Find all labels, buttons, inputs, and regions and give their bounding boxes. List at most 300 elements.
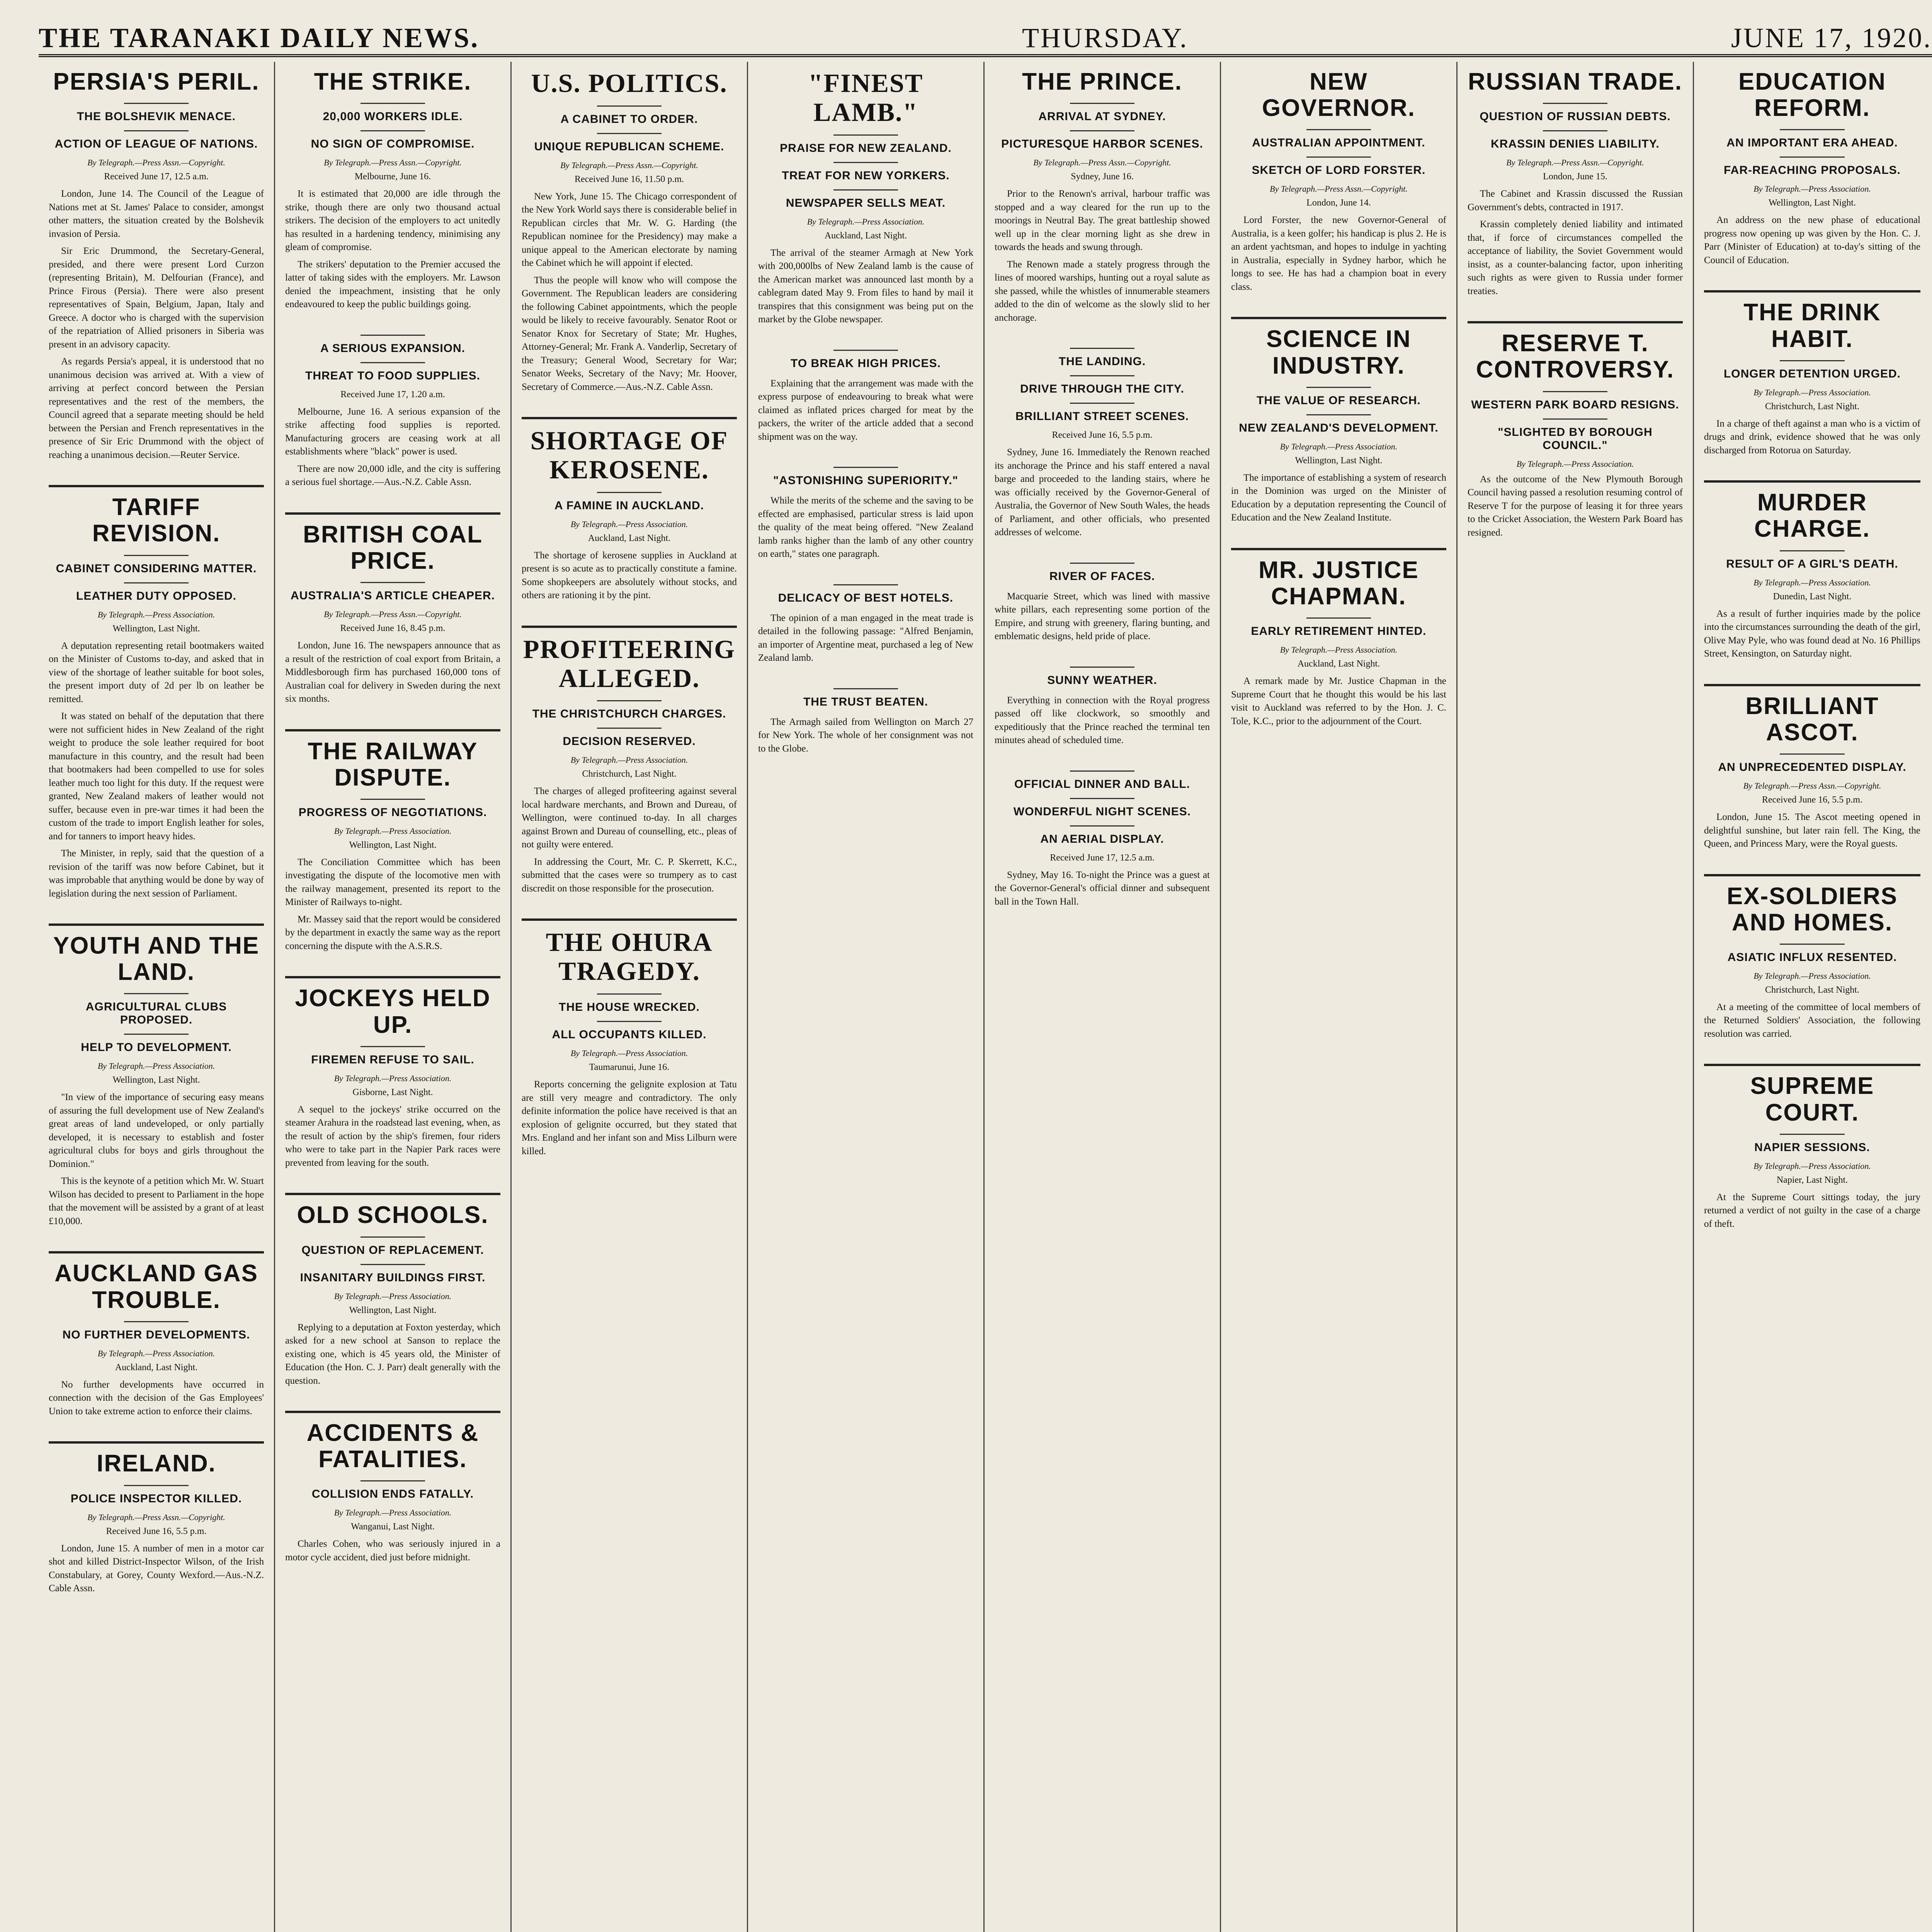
subhead-rule bbox=[124, 1321, 189, 1322]
subhead-rule bbox=[1780, 360, 1845, 361]
subhead-rule bbox=[597, 728, 662, 729]
subhead-rule bbox=[1070, 130, 1134, 131]
dateline: Received June 17, 12.5 a.m. bbox=[1050, 852, 1155, 863]
section-divider bbox=[1704, 1064, 1920, 1066]
article-headline: THE DRINK HABIT. bbox=[1743, 299, 1881, 352]
article-subheading: RESULT OF A GIRL'S DEATH. bbox=[1726, 557, 1898, 570]
article-paragraph: Reports concerning the gelignite explosion at Tatu are still very meagre and contradictory. The only definite information the police have received is that an explosion of gelignite occurred, but they stated that Mrs. England and her infant son and Miss Lilburn were killed. bbox=[522, 1079, 737, 1156]
article bbox=[522, 69, 737, 394]
article-subheading: AN IMPORTANT ERA AHEAD. bbox=[1726, 136, 1898, 150]
subhead-rule bbox=[833, 350, 898, 351]
article bbox=[1704, 69, 1920, 267]
subhead-rule bbox=[361, 582, 425, 583]
article bbox=[1704, 1064, 1920, 1231]
article-subheading: A SERIOUS EXPANSION. bbox=[320, 342, 466, 355]
article bbox=[995, 667, 1210, 747]
article-paragraph: Sir Eric Drummond, the Secretary-General, presided, and there were present Lord Curzon (representing Britain), M. Delfourian (France), and Prince Firous (Persia). There were also present representatives of Spain, Belgium, Japan, Italy and Greece. A doctor who is charged with the supervision of the repatriation of Allied prisoners in Siberia was present in an advisory capacity. bbox=[49, 246, 264, 350]
article-subheading: COLLISION ENDS FATALLY. bbox=[311, 1488, 474, 1501]
subhead-rule bbox=[597, 105, 662, 107]
article-subheading: AN AERIAL DISPLAY. bbox=[1040, 832, 1164, 845]
masthead-date: JUNE 17, 1920. bbox=[1731, 22, 1932, 53]
dateline: Christchurch, Last Night. bbox=[1765, 401, 1859, 412]
subhead-rule bbox=[361, 1236, 425, 1238]
article-paragraph: The opinion of a man engaged in the meat trade is detailed in the following passage: "Alfred Benjamin, an importer of Argentine meat, purchased a leg of New Zealand lamb. bbox=[758, 612, 973, 663]
article-subheading: LEATHER DUTY OPPOSED. bbox=[76, 589, 236, 602]
article-paragraph: The Renown made a stately progress through the lines of moored warships, hunting out a royal salute as she passed, while the whistles of innumerable steamers added to the din of welcome as the slowly slid to her anchorage. bbox=[995, 259, 1210, 323]
subhead-rule bbox=[1306, 387, 1371, 388]
byline: By Telegraph.—Press Association. bbox=[334, 826, 452, 836]
subhead-rule bbox=[124, 555, 189, 556]
article-paragraph: The importance of establishing a system of research in the Dominion was urged on the Minister of Education by a deputation representing the Council of Education and the New Zealand Institute. bbox=[1231, 472, 1446, 523]
byline: By Telegraph.—Press Association. bbox=[1753, 184, 1871, 194]
section-divider bbox=[522, 918, 737, 921]
article-subheading: ALL OCCUPANTS KILLED. bbox=[552, 1028, 707, 1041]
columns bbox=[39, 62, 1932, 1932]
byline: By Telegraph.—Press Association. bbox=[1753, 577, 1871, 587]
subhead-rule bbox=[833, 467, 898, 468]
dateline: Auckland, Last Night. bbox=[115, 1362, 198, 1372]
article-headline: AUCKLAND GAS TROUBLE. bbox=[54, 1260, 258, 1313]
article bbox=[285, 976, 500, 1170]
subhead-rule bbox=[833, 584, 898, 585]
byline: By Telegraph.—Press Assn.—Copyright. bbox=[1033, 158, 1171, 168]
article-paragraph: There are now 20,000 idle, and the city is suffering a serious fuel shortage.—Aus.-N.Z. Cable Assn. bbox=[285, 463, 500, 488]
article-paragraph: Lord Forster, the new Governor-General of Australia, is a keen golfer; his handicap is plus 2. He is an ardent yachtsman, and hopes to indulge in yachting in Australia, especially in Sydney harbor, which he longs to see. He has had a champion boat in every class. bbox=[1231, 215, 1446, 292]
article-headline: OLD SCHOOLS. bbox=[297, 1202, 489, 1229]
article-headline: THE PRINCE. bbox=[1022, 68, 1182, 95]
subhead-rule bbox=[1306, 414, 1371, 415]
section-divider bbox=[522, 626, 737, 628]
article-paragraph: London, June 15. A number of men in a motor car shot and killed District-Inspector Wilson, of the Irish Constabulary, at Gorey, County Wexford.—Aus.-N.Z. Cable Assn. bbox=[49, 1543, 264, 1594]
article-paragraph: The charges of alleged profiteering against several local hardware merchants, and Brown and Dureau, of Wellington, were continued to-day. In all charges against Brown and Dureau of counselling, etc., pleas of not guilty were entered. bbox=[522, 786, 737, 850]
section-divider bbox=[1231, 317, 1446, 319]
subhead-rule bbox=[1780, 944, 1845, 945]
article bbox=[995, 69, 1210, 325]
byline: By Telegraph.—Press Assn.—Copyright. bbox=[1506, 158, 1644, 168]
article-subheading: "SLIGHTED BY BOROUGH COUNCIL." bbox=[1498, 425, 1653, 452]
dateline: Wellington, Last Night. bbox=[1295, 455, 1383, 466]
section-divider bbox=[1704, 480, 1920, 483]
article-headline: MURDER CHARGE. bbox=[1754, 489, 1870, 543]
dateline: Wellington, Last Night. bbox=[112, 623, 200, 634]
article-headline: BRITISH COAL PRICE. bbox=[303, 521, 483, 574]
article-paragraph: A deputation representing retail bootmakers waited on the Minister of Customs to-day, and asked that in view of the shortage of leather suitable for boot soles, the present import duty of 2d per lb on leather be remitted. bbox=[49, 640, 264, 704]
section-divider bbox=[1704, 290, 1920, 293]
article-paragraph: The Armagh sailed from Wellington on March 27 for New York. The whole of her consignment was not to the Globe. bbox=[758, 716, 973, 754]
dateline: London, June 15. bbox=[1543, 172, 1607, 182]
article-paragraph: Sydney, June 16. Immediately the Renown reached its anchorage the Prince and his staff entered a naval barge and proceeded to the landing stairs, where he was officially received by the Governor-General of Australia, the Governor of New South Wales, the heads of Parliament, and other officials, who presented addresses of welcome. bbox=[995, 447, 1210, 538]
subhead-rule bbox=[597, 993, 662, 995]
article-headline: MR. JUSTICE CHAPMAN. bbox=[1259, 556, 1419, 610]
byline: By Telegraph.—Press Association. bbox=[334, 1508, 452, 1518]
article-paragraph: Mr. Massey said that the report would be considered by the department in exactly the same way as the report concerning the dispute with the A.S.R.S. bbox=[285, 914, 500, 951]
article bbox=[49, 69, 264, 462]
byline: By Telegraph.—Press Association. bbox=[334, 1073, 452, 1083]
article bbox=[758, 69, 973, 327]
dateline: Received June 16, 5.5 p.m. bbox=[106, 1526, 207, 1536]
article-subheading: PICTURESQUE HARBOR SCENES. bbox=[1001, 138, 1203, 151]
section-divider bbox=[522, 417, 737, 419]
article-headline: "FINEST LAMB." bbox=[808, 68, 923, 127]
article-headline: SHORTAGE OF KEROSENE. bbox=[530, 426, 728, 485]
article-subheading: UNIQUE REPUBLICAN SCHEME. bbox=[534, 140, 724, 153]
article bbox=[1231, 317, 1446, 524]
article bbox=[49, 1251, 264, 1418]
article-subheading: NEW ZEALAND'S DEVELOPMENT. bbox=[1239, 421, 1439, 434]
subhead-rule bbox=[1070, 798, 1134, 799]
article bbox=[522, 417, 737, 602]
article bbox=[1468, 321, 1683, 539]
article-subheading: SKETCH OF LORD FORSTER. bbox=[1252, 164, 1426, 177]
article-paragraph: The strikers' deputation to the Premier accused the latter of taking sides with the employers. Mr. Lawson denied the impeachment, insisting that he only endeavoured to keep the public buildings going. bbox=[285, 259, 500, 310]
article-subheading: QUESTION OF REPLACEMENT. bbox=[301, 1243, 484, 1257]
column-3 bbox=[512, 62, 748, 1932]
article-paragraph: "In view of the importance of securing easy means of assuring the full development use of New Zealand's great areas of land undeveloped, or only partially developed, it is necessary to establish and foster agricultural clubs for boys and girls throughout the Dominion." bbox=[49, 1092, 264, 1169]
masthead-day: THURSDAY. bbox=[1022, 22, 1189, 53]
article bbox=[1704, 290, 1920, 457]
article-subheading: NAPIER SESSIONS. bbox=[1754, 1141, 1870, 1154]
article-subheading: THE TRUST BEATEN. bbox=[803, 695, 929, 708]
dateline: Napier, Last Night. bbox=[1776, 1175, 1848, 1185]
subhead-rule bbox=[124, 130, 189, 131]
article-subheading: THREAT TO FOOD SUPPLIES. bbox=[305, 369, 480, 382]
article-headline: SUPREME COURT. bbox=[1750, 1073, 1874, 1126]
article-headline: NEW GOVERNOR. bbox=[1262, 68, 1415, 122]
dateline: Received June 16, 11.50 p.m. bbox=[574, 174, 684, 184]
article-subheading: KRASSIN DENIES LIABILITY. bbox=[1491, 138, 1660, 151]
article bbox=[995, 348, 1210, 539]
subhead-rule bbox=[1780, 156, 1845, 158]
article-paragraph: The Conciliation Committee which has been investigating the dispute of the locomotive men with the railway management, presented its report to the Minister of Railways to-night. bbox=[285, 857, 500, 908]
article-paragraph: As the outcome of the New Plymouth Borough Council having passed a resolution resuming control of Reserve T for the purpose of leasing it for three years to the Cricket Association, the Western Park Board has resigned. bbox=[1468, 474, 1683, 538]
article bbox=[1231, 69, 1446, 294]
column-5 bbox=[985, 62, 1221, 1932]
dateline: Auckland, Last Night. bbox=[1297, 659, 1380, 669]
article bbox=[995, 563, 1210, 643]
dateline: Wellington, Last Night. bbox=[1768, 198, 1856, 208]
dateline: Christchurch, Last Night. bbox=[1765, 985, 1859, 995]
article-subheading: THE LANDING. bbox=[1058, 355, 1146, 368]
article-subheading: PRAISE FOR NEW ZEALAND. bbox=[780, 141, 952, 155]
article-paragraph: As regards Persia's appeal, it is understood that no unanimous decision was arrived at. With a view of arriving at perfect concord between the Persian representatives and the rest of the members, the Council agreed that a separate meeting should be held between the Persian and French representatives in the presence of Sir Eric Drummond with the object of reaching a unanimous decision.—Reuter Service. bbox=[49, 356, 264, 460]
dateline: Melbourne, June 16. bbox=[354, 172, 431, 182]
dateline: Received June 17, 1.20 a.m. bbox=[340, 389, 445, 400]
article bbox=[1704, 480, 1920, 660]
subhead-rule bbox=[124, 103, 189, 104]
subhead-rule bbox=[1306, 156, 1371, 158]
subhead-rule bbox=[1306, 617, 1371, 619]
section-divider bbox=[1704, 874, 1920, 876]
article bbox=[49, 485, 264, 900]
byline: By Telegraph.—Press Association. bbox=[1753, 387, 1871, 397]
article-paragraph: In addressing the Court, Mr. C. P. Skerrett, K.C., submitted that the cases were so trumpery as to cast discredit on those responsible for the prosecution. bbox=[522, 856, 737, 894]
article-paragraph: Macquarie Street, which was lined with massive white pillars, each representing some portion of the Empire, and strung with greenery, flaring bunting, and emblematic designs, held pride of place. bbox=[995, 591, 1210, 642]
subhead-rule bbox=[1070, 667, 1134, 668]
subhead-rule bbox=[833, 134, 898, 136]
article-paragraph: At a meeting of the committee of local members of the Returned Soldiers' Association, the following resolution was carried. bbox=[1704, 1002, 1920, 1039]
section-divider bbox=[285, 976, 500, 978]
byline: By Telegraph.—Press Association. bbox=[1516, 459, 1634, 469]
dateline: Auckland, Last Night. bbox=[588, 533, 671, 543]
article-paragraph: The shortage of kerosene supplies in Auckland at present is so acute as to practically constitute a famine. Some shopkeepers are absolutely without stocks, and others are rationing it by the pint. bbox=[522, 550, 737, 601]
dateline: Wellington, Last Night. bbox=[112, 1075, 200, 1085]
section-divider bbox=[1468, 321, 1683, 323]
dateline: Received June 16, 8.45 p.m. bbox=[340, 623, 446, 634]
section-divider bbox=[49, 1441, 264, 1444]
masthead bbox=[39, 12, 1932, 57]
byline: By Telegraph.—Press Association. bbox=[807, 216, 925, 226]
article-subheading: THE BOLSHEVIK MENACE. bbox=[77, 110, 236, 123]
article-paragraph: London, June 14. The Council of the League of Nations met at St. James' Palace to consider, amongst other matters, the situation created by the Bolshevik invasion of Persia. bbox=[49, 189, 264, 239]
article-subheading: ACTION OF LEAGUE OF NATIONS. bbox=[54, 138, 258, 151]
subhead-rule bbox=[1543, 391, 1607, 392]
column-7 bbox=[1458, 62, 1694, 1932]
article bbox=[49, 1441, 264, 1595]
dateline: Received June 16, 5.5 p.m. bbox=[1762, 795, 1862, 805]
article-subheading: FIREMEN REFUSE TO SAIL. bbox=[311, 1053, 474, 1066]
column-8 bbox=[1694, 62, 1930, 1932]
article-subheading: SUNNY WEATHER. bbox=[1047, 673, 1157, 687]
article-headline: PERSIA'S PERIL. bbox=[53, 68, 260, 95]
byline: By Telegraph.—Press Association. bbox=[1280, 645, 1398, 655]
article-headline: PROFITEERING ALLEGED. bbox=[523, 634, 736, 693]
article bbox=[285, 69, 500, 311]
article-paragraph: London, June 15. The Ascot meeting opened in delightful sunshine, but later rain fell. The King, the Queen, and Princess Mary, were the Royal guests. bbox=[1704, 812, 1920, 849]
article-subheading: WESTERN PARK BOARD RESIGNS. bbox=[1471, 398, 1679, 411]
subhead-rule bbox=[1543, 103, 1607, 104]
article-paragraph: It was stated on behalf of the deputation that there were not sufficient hides in New Zealand of the right weight to produce the sole leather required for boot manufacture in this country, and the result had been that bootmakers had been compelled to use for soles leather much too light for this duty. If the request were granted, New Zealand makers of leather would not suffer, because even in pre-war times it had been the custom of the trade to import English leather for soles, and for tanners to import heavy hides. bbox=[49, 711, 264, 842]
article bbox=[1231, 548, 1446, 728]
article-subheading: TO BREAK HIGH PRICES. bbox=[791, 357, 941, 370]
article-paragraph: Sydney, May 16. To-night the Prince was a guest at the Governor-General's official dinner and subsequent ball in the Town Hall. bbox=[995, 869, 1210, 907]
column-6 bbox=[1221, 62, 1458, 1932]
subhead-rule bbox=[361, 1264, 425, 1265]
article-headline: JOCKEYS HELD UP. bbox=[295, 985, 491, 1038]
article bbox=[758, 350, 973, 444]
subhead-rule bbox=[1543, 130, 1607, 131]
article-paragraph: The arrival of the steamer Armagh at New York with 200,000lbs of New Zealand lamb is the cause of the American market was announced last month by a cablegram dated May 9. From files to hand by mail it transpires that this consignment was being put on the market by the Globe newspaper. bbox=[758, 247, 973, 325]
article-subheading: CABINET CONSIDERING MATTER. bbox=[56, 562, 257, 575]
column-1 bbox=[39, 62, 275, 1932]
article-paragraph: Thus the people will know who will compose the Government. The Republican leaders are considering the following Cabinet appointments, which the people would be likely to receive favourably. Senator Root or Senator Knox for Secretary of State; Mr. Hughes, Attorney-General; Mr. Frank A. Vanderlip, Secretary of the Treasury; General Wood, Secretary for War; Senator Weeks, Secretary of the Navy; Mr. Hoover, Secretary of Commerce.—Aus.-N.Z. Cable Assn. bbox=[522, 275, 737, 392]
subhead-rule bbox=[124, 1485, 189, 1486]
article-subheading: QUESTION OF RUSSIAN DEBTS. bbox=[1480, 110, 1671, 123]
section-divider bbox=[49, 1251, 264, 1253]
byline: By Telegraph.—Press Association. bbox=[97, 1061, 215, 1071]
article bbox=[758, 688, 973, 756]
dateline: Received June 17, 12.5 a.m. bbox=[104, 172, 209, 182]
byline: By Telegraph.—Press Association. bbox=[334, 1291, 452, 1301]
article-subheading: AN UNPRECEDENTED DISPLAY. bbox=[1718, 761, 1906, 774]
subhead-rule bbox=[1070, 770, 1134, 772]
article-subheading: NEWSPAPER SELLS MEAT. bbox=[786, 196, 946, 209]
subhead-rule bbox=[361, 362, 425, 363]
article bbox=[995, 770, 1210, 909]
article-subheading: BRILLIANT STREET SCENES. bbox=[1015, 410, 1189, 423]
article-subheading: OFFICIAL DINNER AND BALL. bbox=[1014, 777, 1190, 791]
article-subheading: RIVER OF FACES. bbox=[1049, 570, 1155, 583]
article bbox=[1704, 874, 1920, 1041]
article-headline: RUSSIAN TRADE. bbox=[1468, 68, 1683, 95]
article-paragraph: A sequel to the jockeys' strike occurred on the steamer Arahura in the roadstead last evening, when, as the result of action by the ship's firemen, four riders who were to take part in the Napier Park races were prevented from leaving for the south. bbox=[285, 1104, 500, 1168]
dateline: Wanganui, Last Night. bbox=[351, 1522, 435, 1532]
article-paragraph: London, June 16. The newspapers announce that as a result of the restriction of coal export from Britain, a Middlesborough firm has purchased 160,000 tons of Australian coal for delivery in Sweden during the next six months. bbox=[285, 640, 500, 704]
byline: By Telegraph.—Press Assn.—Copyright. bbox=[87, 158, 225, 168]
article bbox=[49, 923, 264, 1228]
byline: By Telegraph.—Press Association. bbox=[570, 1048, 688, 1058]
article bbox=[522, 918, 737, 1158]
article-paragraph: Charles Cohen, who was seriously injured in a motor cycle accident, died just before midnight. bbox=[285, 1539, 500, 1563]
article-subheading: POLICE INSPECTOR KILLED. bbox=[70, 1492, 242, 1505]
column-2 bbox=[275, 62, 512, 1932]
article bbox=[1468, 69, 1683, 298]
article bbox=[522, 626, 737, 896]
article-subheading: DELICACY OF BEST HOTELS. bbox=[778, 591, 954, 604]
section-divider bbox=[1704, 684, 1920, 686]
article-paragraph: In a charge of theft against a man who is a victim of drugs and drink, evidence showed that he was only discharged from Rotorua on Saturday. bbox=[1704, 418, 1920, 456]
article-subheading: DRIVE THROUGH THE CITY. bbox=[1020, 383, 1184, 396]
article-headline: U.S. POLITICS. bbox=[531, 68, 728, 98]
subhead-rule bbox=[361, 1046, 425, 1047]
subhead-rule bbox=[597, 492, 662, 493]
subhead-rule bbox=[1070, 563, 1134, 564]
article-subheading: ARRIVAL AT SYDNEY. bbox=[1038, 110, 1166, 123]
byline: By Telegraph.—Press Assn.—Copyright. bbox=[560, 160, 698, 170]
article-subheading: AUSTRALIAN APPOINTMENT. bbox=[1252, 136, 1425, 150]
article-subheading: THE VALUE OF RESEARCH. bbox=[1257, 394, 1421, 407]
dateline: Taumarunui, June 16. bbox=[589, 1062, 670, 1073]
article-paragraph: A remark made by Mr. Justice Chapman in the Supreme Court that he thought this would be his last visit to Auckland was referred to by the Hon. J. C. Tole, K.C., prior to the adjournment of the Court. bbox=[1231, 676, 1446, 726]
subhead-rule bbox=[1070, 103, 1134, 104]
subhead-rule bbox=[124, 582, 189, 583]
masthead-title: THE TARANAKI DAILY NEWS. bbox=[39, 22, 480, 53]
subhead-rule bbox=[1780, 753, 1845, 755]
article bbox=[285, 1411, 500, 1564]
article bbox=[285, 335, 500, 489]
article-paragraph: It is estimated that 20,000 are idle through the strike, though there are only two thousand actual strikers. The decision of the employers to act unitedly has resulted in a hardening tendency, minimising any gleam of compromise. bbox=[285, 189, 500, 253]
article bbox=[758, 584, 973, 665]
article-paragraph: No further developments have occurred in connection with the decision of the Gas Employees' Union to take extreme action to enforce their claims. bbox=[49, 1379, 264, 1417]
article-paragraph: Prior to the Renown's arrival, harbour traffic was stopped and a way cleared for the run up to the moorings in Neutral Bay. The great battleship showed well up in the clear morning light as she drew in towards the heads and swung through. bbox=[995, 189, 1210, 253]
article-subheading: "ASTONISHING SUPERIORITY." bbox=[773, 474, 958, 487]
article bbox=[285, 1193, 500, 1388]
article-subheading: LONGER DETENTION URGED. bbox=[1723, 367, 1901, 380]
article-headline: IRELAND. bbox=[97, 1450, 216, 1477]
subhead-rule bbox=[361, 335, 425, 336]
subhead-rule bbox=[361, 1480, 425, 1481]
subhead-rule bbox=[124, 1034, 189, 1035]
article-subheading: PROGRESS OF NEGOTIATIONS. bbox=[298, 806, 487, 819]
subhead-rule bbox=[361, 799, 425, 800]
section-divider bbox=[285, 1193, 500, 1195]
section-divider bbox=[49, 923, 264, 926]
article bbox=[285, 512, 500, 706]
article-headline: THE RAILWAY DISPUTE. bbox=[308, 738, 478, 791]
byline: By Telegraph.—Press Assn.—Copyright. bbox=[1743, 781, 1881, 791]
section-divider bbox=[49, 485, 264, 487]
byline: By Telegraph.—Press Assn.—Copyright. bbox=[87, 1512, 225, 1522]
article-paragraph: Melbourne, June 16. A serious expansion of the strike affecting food supplies is reported. Manufacturing grocers are ceasing work at all establishments where "black" power is used. bbox=[285, 406, 500, 457]
byline: By Telegraph.—Press Association. bbox=[570, 755, 688, 765]
article-headline: SCIENCE IN INDUSTRY. bbox=[1266, 326, 1411, 379]
dateline: Sydney, June 16. bbox=[1071, 172, 1134, 182]
subhead-rule bbox=[1070, 825, 1134, 827]
article-headline: ACCIDENTS & FATALITIES. bbox=[306, 1420, 479, 1473]
subhead-rule bbox=[833, 189, 898, 190]
subhead-rule bbox=[1070, 403, 1134, 404]
article-subheading: 20,000 WORKERS IDLE. bbox=[323, 110, 463, 123]
dateline: Auckland, Last Night. bbox=[824, 230, 907, 241]
column-4 bbox=[748, 62, 985, 1932]
subhead-rule bbox=[833, 688, 898, 689]
article-paragraph: While the merits of the scheme and the saving to be effected are emphasised, particular stress is laid upon the quality of the meat being offered. "New Zealand lamb ranks higher than the lamb of any other country on earth," states one paragraph. bbox=[758, 495, 973, 560]
article-subheading: A FAMINE IN AUCKLAND. bbox=[554, 499, 704, 512]
subhead-rule bbox=[1780, 1134, 1845, 1135]
byline: By Telegraph.—Press Association. bbox=[1753, 971, 1871, 981]
article-paragraph: Replying to a deputation at Foxton yesterday, which asked for a new school at Sanson to replace the existing one, which is 45 years old, the Minister of Education (the Hon. C. J. Parr) dealt generally with the question. bbox=[285, 1322, 500, 1386]
subhead-rule bbox=[1070, 348, 1134, 349]
article-subheading: NO SIGN OF COMPROMISE. bbox=[311, 138, 475, 151]
article-subheading: DECISION RESERVED. bbox=[563, 735, 696, 748]
article-subheading: FAR-REACHING PROPOSALS. bbox=[1723, 164, 1901, 177]
byline: By Telegraph.—Press Association. bbox=[570, 519, 688, 529]
article-headline: EDUCATION REFORM. bbox=[1738, 68, 1886, 122]
article-headline: RESERVE T. CONTROVERSY. bbox=[1476, 330, 1675, 383]
subhead-rule bbox=[1543, 418, 1607, 420]
subhead-rule bbox=[597, 1021, 662, 1022]
article bbox=[758, 467, 973, 561]
article-subheading: A CABINET TO ORDER. bbox=[560, 112, 698, 126]
article-subheading: AGRICULTURAL CLUBS PROPOSED. bbox=[85, 1000, 227, 1027]
subhead-rule bbox=[597, 133, 662, 134]
article-headline: EX-SOLDIERS AND HOMES. bbox=[1726, 883, 1898, 936]
article-subheading: ASIATIC INFLUX RESENTED. bbox=[1727, 951, 1897, 964]
byline: By Telegraph.—Press Assn.—Copyright. bbox=[324, 158, 462, 168]
article-subheading: INSANITARY BUILDINGS FIRST. bbox=[300, 1271, 486, 1284]
article-subheading: THE HOUSE WRECKED. bbox=[559, 1001, 700, 1014]
article-subheading: TREAT FOR NEW YORKERS. bbox=[782, 169, 950, 182]
article-paragraph: The Minister, in reply, said that the question of a revision of the tariff was now before Cabinet, but it was improbable that anything would be done by way of legislation during the next session of Parliament. bbox=[49, 848, 264, 899]
byline: By Telegraph.—Press Assn.—Copyright. bbox=[324, 609, 462, 619]
article-paragraph: Explaining that the arrangement was made with the express purpose of endeavouring to break what were claimed as inflated prices charged for meat by the packers, the writer of the article added that a second shipment was on the way. bbox=[758, 378, 973, 442]
article-paragraph: An address on the new phase of educational progress now opening up was given by the Hon. C. J. Parr (Minister of Education) at to-day's sitting of the Council of Education. bbox=[1704, 215, 1920, 265]
subhead-rule bbox=[1306, 129, 1371, 130]
dateline: Wellington, Last Night. bbox=[349, 1305, 437, 1315]
dateline: Dunedin, Last Night. bbox=[1773, 591, 1852, 602]
article-subheading: THE CHRISTCHURCH CHARGES. bbox=[532, 707, 726, 721]
article-headline: BRILLIANT ASCOT. bbox=[1745, 692, 1879, 746]
byline: By Telegraph.—Press Association. bbox=[1753, 1161, 1871, 1171]
article-subheading: EARLY RETIREMENT HINTED. bbox=[1251, 625, 1427, 638]
byline: By Telegraph.—Press Association. bbox=[1280, 441, 1398, 451]
subhead-rule bbox=[124, 993, 189, 994]
subhead-rule bbox=[1070, 375, 1134, 376]
byline: By Telegraph.—Press Assn.—Copyright. bbox=[1270, 184, 1408, 194]
article-paragraph: Krassin completely denied liability and intimated that, if force of circumstances compelled the acceptance of liability, the Soviet Government would insist, as a counter-balancing factor, upon inheriting such rights as were given to Russia under former treaties. bbox=[1468, 219, 1683, 296]
section-divider bbox=[285, 1411, 500, 1413]
subhead-rule bbox=[597, 700, 662, 701]
byline: By Telegraph.—Press Association. bbox=[97, 609, 215, 619]
dateline: Gisborne, Last Night. bbox=[352, 1087, 433, 1097]
subhead-rule bbox=[361, 103, 425, 104]
article bbox=[285, 729, 500, 953]
article-headline: THE OHURA TRAGEDY. bbox=[546, 927, 713, 986]
subhead-rule bbox=[1780, 129, 1845, 130]
article-headline: TARIFF REVISION. bbox=[92, 494, 221, 547]
dateline: Wellington, Last Night. bbox=[349, 840, 437, 850]
dateline: London, June 14. bbox=[1306, 198, 1371, 208]
article-paragraph: At the Supreme Court sittings today, the jury returned a verdict of not guilty in the case of a charge of theft. bbox=[1704, 1192, 1920, 1229]
